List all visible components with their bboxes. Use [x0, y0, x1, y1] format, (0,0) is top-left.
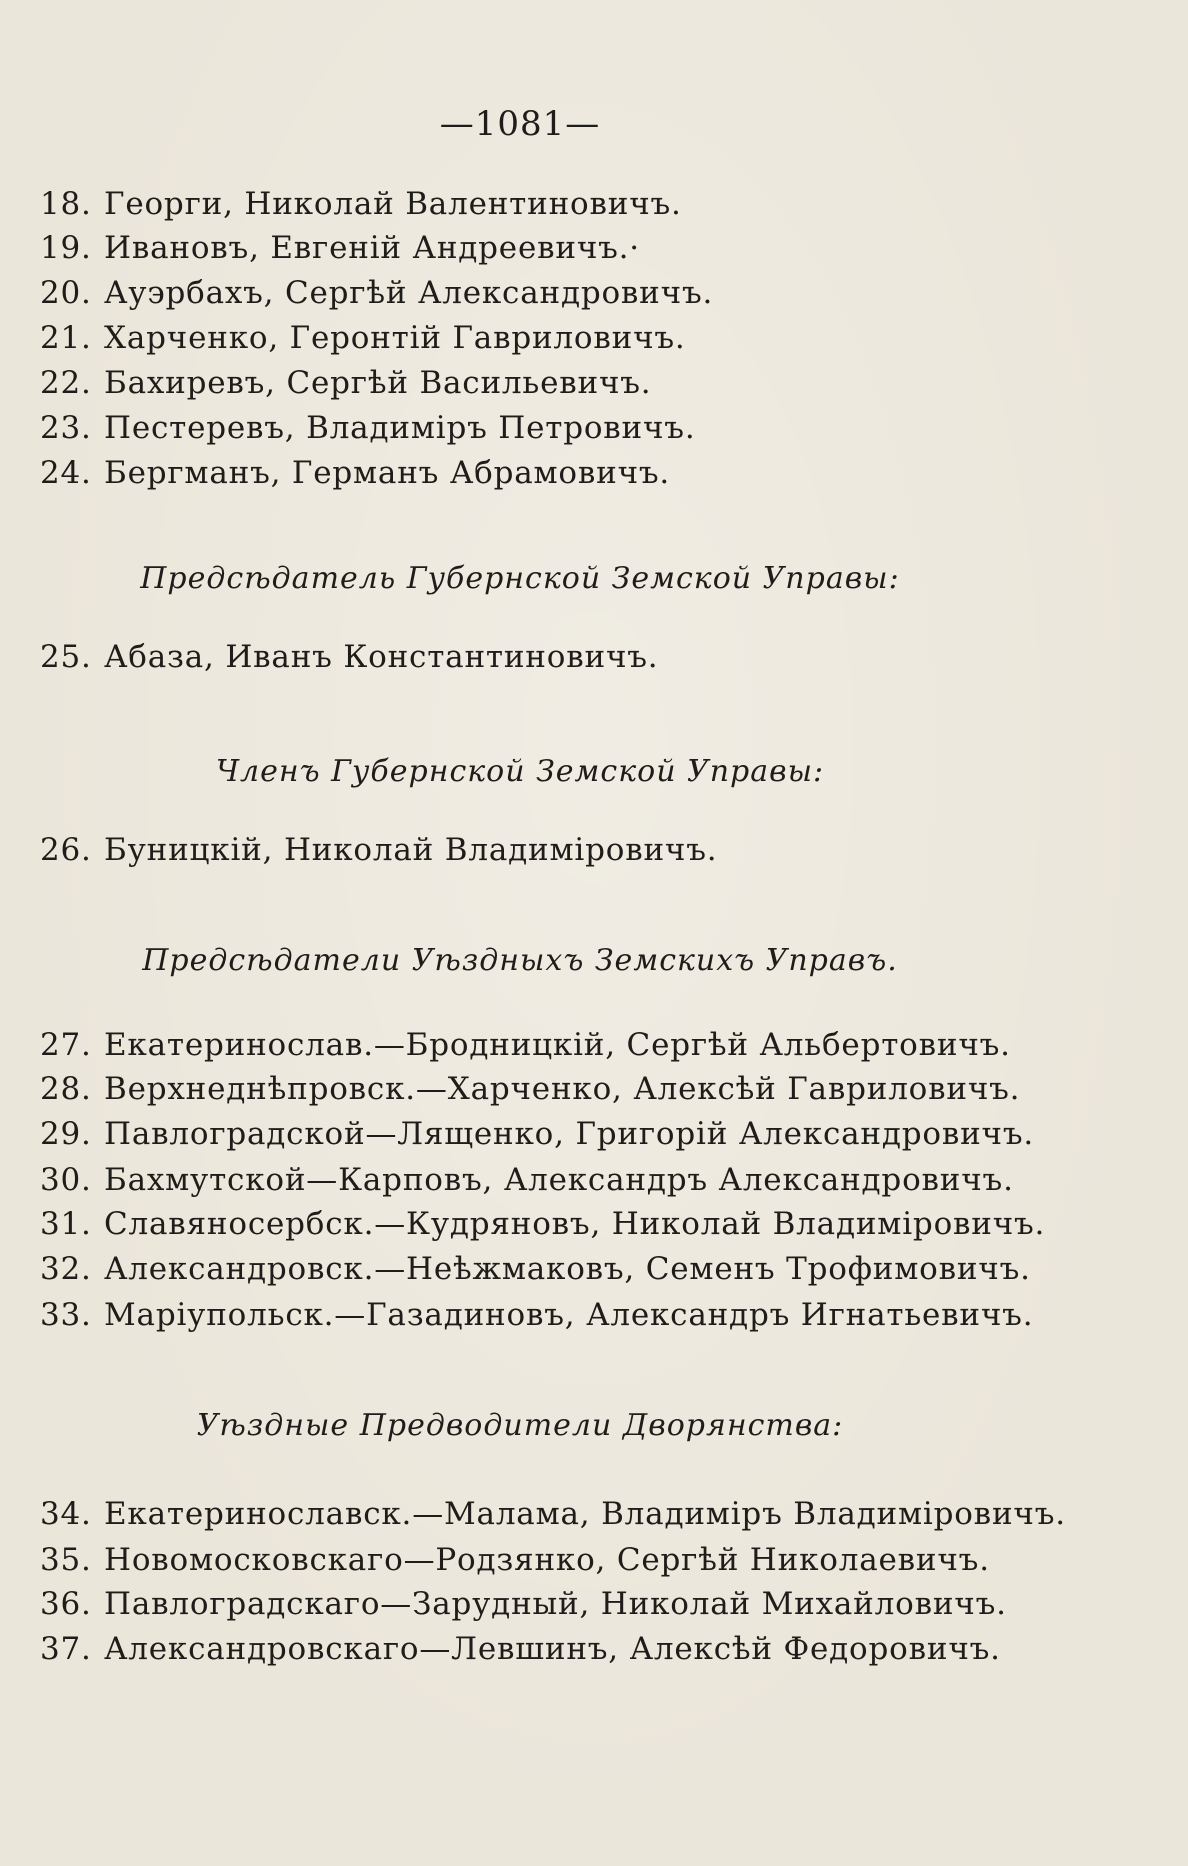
- item-number: 25.: [40, 639, 92, 675]
- section-heading: Уѣздные Предводители Дворянства:: [196, 1408, 844, 1443]
- item-number: 32.: [40, 1251, 92, 1287]
- item-text: Александровск.—Неѣжмаковъ, Семенъ Трофимовичъ.: [104, 1251, 1031, 1287]
- list-item: [40, 1584, 1007, 1624]
- item-number: 22.: [40, 365, 92, 401]
- item-number: 34.: [40, 1496, 92, 1532]
- section-heading: Предсѣдатели Уѣздныхъ Земскихъ Управъ.: [142, 943, 898, 978]
- item-number: 30.: [40, 1162, 92, 1198]
- item-number: 36.: [40, 1586, 92, 1622]
- item-text: Абаза, Иванъ Константиновичъ.: [104, 639, 659, 675]
- list-item: [40, 1069, 1020, 1109]
- item-text: Бергманъ, Германъ Абрамовичъ.: [104, 455, 671, 491]
- item-number: 18.: [40, 186, 92, 222]
- list-item: [40, 1160, 1014, 1200]
- list-item: [40, 228, 640, 268]
- item-number: 33.: [40, 1297, 92, 1333]
- item-number: 31.: [40, 1206, 92, 1242]
- item-number: 37.: [40, 1631, 92, 1667]
- list-item: [40, 273, 713, 313]
- item-text: Павлоградскаго—Зарудный, Николай Михайловичъ.: [104, 1586, 1007, 1622]
- list-item: [40, 453, 670, 493]
- list-item: [40, 1025, 1011, 1065]
- item-text: Екатеринослав.—Бродницкій, Сергѣй Альбертовичъ.: [104, 1027, 1011, 1063]
- item-number: 26.: [40, 832, 92, 868]
- list-item: [40, 830, 717, 870]
- item-text: Пестеревъ, Владиміръ Петровичъ.: [104, 410, 696, 446]
- item-text: Ивановъ, Евгеній Андреевичъ.·: [104, 230, 640, 266]
- list-item: [40, 1629, 1001, 1669]
- item-text: Новомосковскаго—Родзянко, Сергѣй Николаевичъ.: [104, 1542, 990, 1578]
- list-item: [40, 1494, 1066, 1534]
- item-text: Ауэрбахъ, Сергѣй Александровичъ.: [104, 275, 714, 311]
- item-number: 27.: [40, 1027, 92, 1063]
- list-item: [40, 1295, 1033, 1335]
- item-number: 24.: [40, 455, 92, 491]
- item-text: Георги, Николай Валентиновичъ.: [104, 186, 682, 222]
- item-number: 21.: [40, 320, 92, 356]
- item-number: 20.: [40, 275, 92, 311]
- list-item: [40, 637, 658, 677]
- item-text: Маріупольск.—Газадиновъ, Александръ Игнатьевичъ.: [104, 1297, 1034, 1333]
- section-heading: Членъ Губернской Земской Управы:: [215, 754, 825, 789]
- item-number: 28.: [40, 1071, 92, 1107]
- item-text: Верхнеднѣпровск.—Харченко, Алексѣй Гавриловичъ.: [104, 1071, 1021, 1107]
- page-number: —1081—: [439, 104, 601, 144]
- item-text: Павлоградской—Лященко, Григорій Александровичъ.: [104, 1116, 1035, 1152]
- list-item: [40, 1204, 1045, 1244]
- list-item: [40, 1114, 1034, 1154]
- list-item: [40, 1249, 1031, 1289]
- list-item: [40, 363, 651, 403]
- item-text: Александровскаго—Левшинъ, Алексѣй Федоровичъ.: [104, 1631, 1001, 1667]
- item-text: Екатеринославск.—Малама, Владиміръ Владиміровичъ.: [104, 1496, 1066, 1532]
- item-number: 23.: [40, 410, 92, 446]
- list-item: [40, 184, 682, 224]
- item-number: 35.: [40, 1542, 92, 1578]
- list-item: [40, 1540, 990, 1580]
- item-number: 29.: [40, 1116, 92, 1152]
- item-number: 19.: [40, 230, 92, 266]
- list-item: [40, 318, 686, 358]
- item-text: Буницкій, Николай Владиміровичъ.: [104, 832, 718, 868]
- item-text: Харченко, Геронтій Гавриловичъ.: [104, 320, 686, 356]
- item-text: Бахмутской—Карповъ, Александръ Александровичъ.: [104, 1162, 1014, 1198]
- item-text: Славяносербск.—Кудряновъ, Николай Владиміровичъ.: [104, 1206, 1046, 1242]
- item-text: Бахиревъ, Сергѣй Васильевичъ.: [104, 365, 652, 401]
- section-heading: Предсѣдатель Губернской Земской Управы:: [140, 561, 900, 596]
- list-item: [40, 408, 696, 448]
